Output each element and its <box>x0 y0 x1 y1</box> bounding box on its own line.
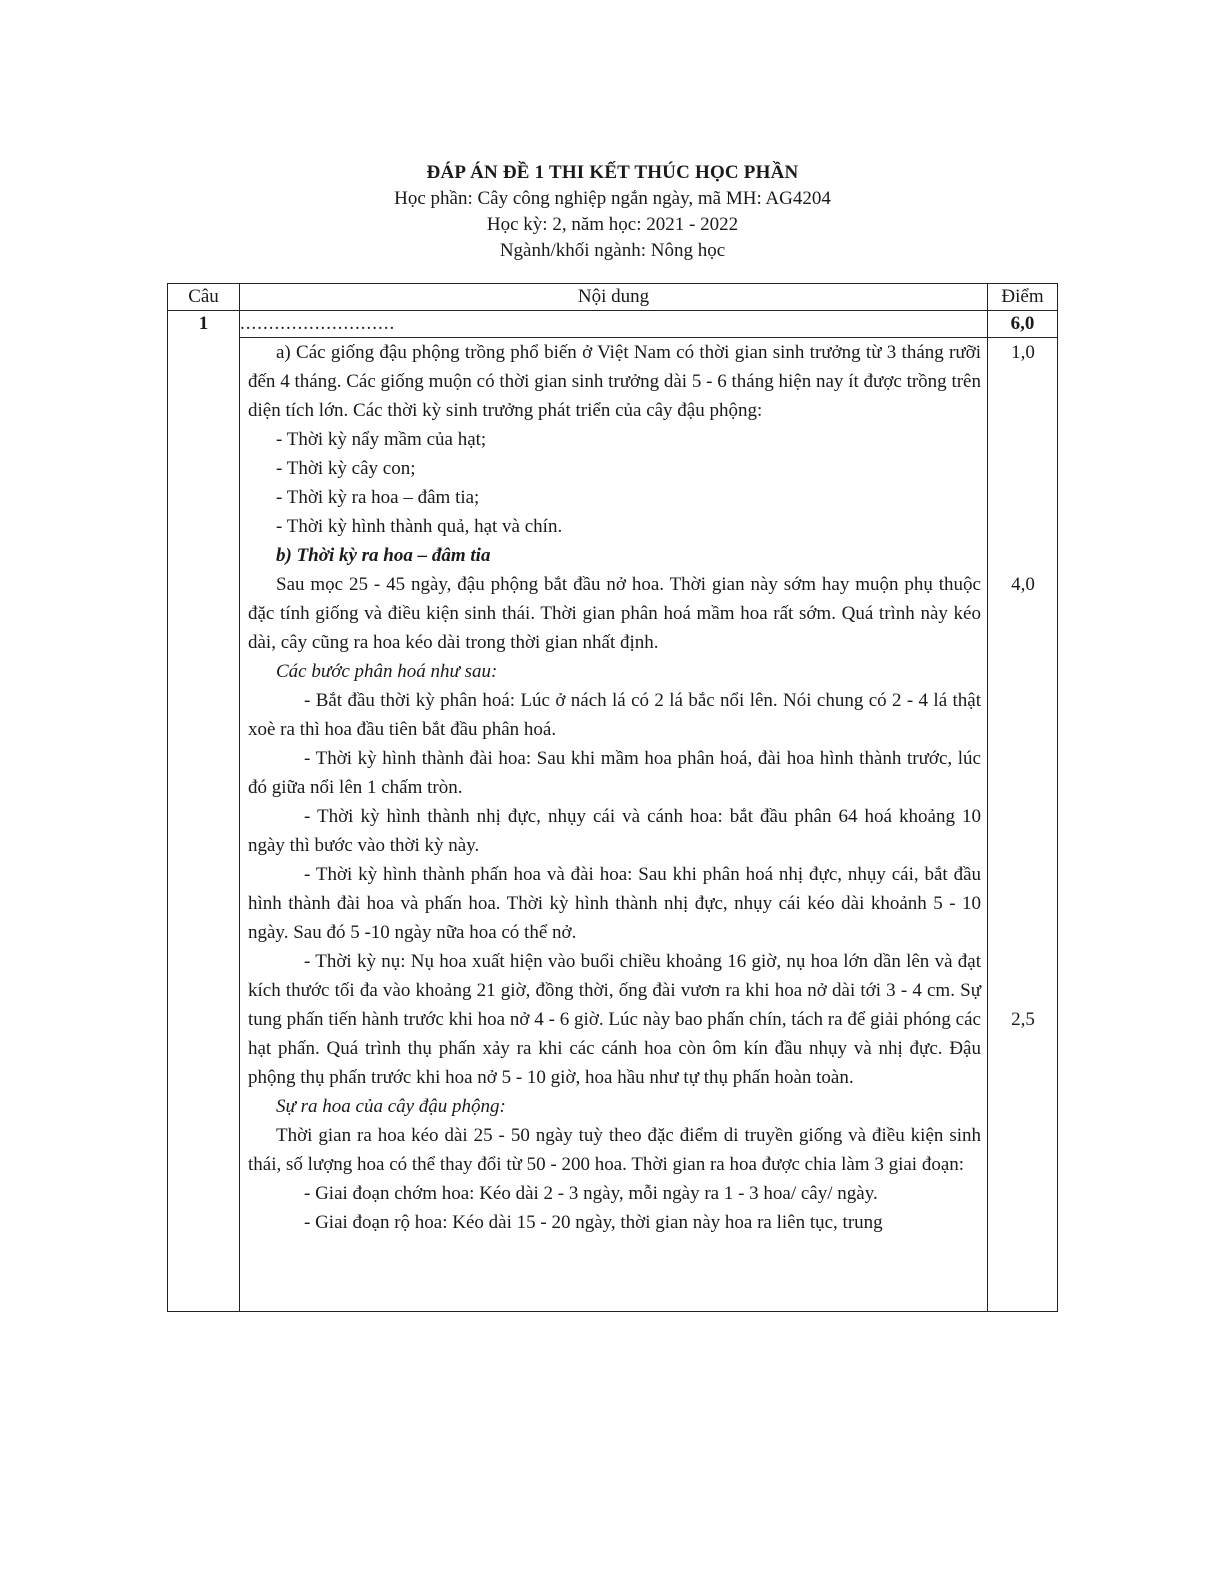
list-item: - Thời kỳ hình thành quả, hạt và chín. <box>276 516 563 537</box>
step-item: - Thời kỳ nụ: Nụ hoa xuất hiện vào buổi chiều khoảng 16 giờ, nụ hoa lớn dần lên và đạt kích thước tối đa vào khoảng 21 giờ, đồng thời, ống đài vươn ra khi hoa nở dài tới 3 - 4 cm. Sự tung phấn tiến hành trước khi hoa nở 4 - 6 giờ. Lúc này bao phấn chín, tách ra để giải phóng các hạt phấn. Quá trình thụ phấn xảy ra khi các cánh hoa còn ôm kín đầu nhụy và nhị đực. Đậu phộng thụ phấn trước khi hoa nở 5 - 10 giờ, hoa hầu như tự thụ phấn hoàn toàn. <box>248 951 981 1088</box>
step-item: - Thời kỳ hình thành nhị đực, nhụy cái và cánh hoa: bắt đầu phân 64 hoá khoảng 10 ngày thì bước vào thời kỳ này. <box>248 806 981 856</box>
column-header-score: Điểm <box>988 284 1058 311</box>
score-column <box>988 338 1058 1312</box>
stage-item: - Giai đoạn chớm hoa: Kéo dài 2 - 3 ngày, mỗi ngày ra 1 - 3 hoa/ cây/ ngày. <box>304 1183 878 1204</box>
step-item: - Bắt đầu thời kỳ phân hoá: Lúc ở nách lá có 2 lá bắc nổi lên. Nói chung có 2 - 4 lá thật xoè ra thì hoa đầu tiên bắt đầu phân hoá. <box>248 690 981 740</box>
question-number: 1 <box>168 311 240 1312</box>
section-b-heading: b) Thời kỳ ra hoa – đâm tia <box>276 545 491 566</box>
score-b: 4,0 <box>1011 574 1035 595</box>
score-c: 2,5 <box>1011 1009 1035 1030</box>
steps-title: Các bước phân hoá như sau: <box>276 661 498 682</box>
semester-line: Học kỳ: 2, năm học: 2021 - 2022 <box>486 214 739 235</box>
document-title: ĐÁP ÁN ĐỀ 1 THI KẾT THÚC HỌC PHẦN <box>426 162 799 183</box>
step-item: - Thời kỳ hình thành phấn hoa và đài hoa: Sau khi phân hoá nhị đực, nhụy cái, bắt đầu hình thành đài hoa và phấn hoa. Thời kỳ hình thành nhị đực, nhụy cái kéo dài khoảnh 5 - 10 ngày. Sau đó 5 -10 ngày nữa hoa có thể nở. <box>248 864 981 943</box>
list-item: - Thời kỳ nẩy mầm của hạt; <box>276 429 487 450</box>
question-placeholder: ........................... <box>240 311 988 338</box>
question-row <box>168 311 1058 338</box>
flowering-title: Sự ra hoa của cây đậu phộng: <box>276 1096 506 1117</box>
paragraph-a: a) Các giống đậu phộng trồng phổ biến ở Việt Nam có thời gian sinh trưởng từ 3 tháng rưỡi đến 4 tháng. Các giống muộn có thời gian sinh trưởng dài 5 - 6 tháng hiện nay ít được trồng trên diện tích lớn. Các thời kỳ sinh trưởng phát triển của cây đậu phộng: <box>248 342 981 421</box>
course-line: Học phần: Cây công nghiệp ngắn ngày, mã MH: AG4204 <box>394 188 831 209</box>
table-header-row <box>168 284 1058 311</box>
list-item: - Thời kỳ ra hoa – đâm tia; <box>276 487 480 508</box>
stage-item: - Giai đoạn rộ hoa: Kéo dài 15 - 20 ngày, thời gian này hoa ra liên tục, trung <box>304 1212 883 1233</box>
column-header-content: Nội dung <box>240 284 988 311</box>
question-score: 6,0 <box>988 311 1058 338</box>
answer-content <box>240 338 988 1312</box>
major-line: Ngành/khối ngành: Nông học <box>499 240 726 261</box>
score-a: 1,0 <box>1011 342 1035 363</box>
paragraph-b: Sau mọc 25 - 45 ngày, đậu phộng bắt đầu nở hoa. Thời gian này sớm hay muộn phụ thuộc đặc tính giống và điều kiện sinh thái. Thời gian phân hoá mầm hoa rất sớm. Quá trình này kéo dài, cây cũng ra hoa kéo dài trong thời gian nhất định. <box>248 574 981 653</box>
flowering-paragraph: Thời gian ra hoa kéo dài 25 - 50 ngày tuỳ theo đặc điểm di truyền giống và điều kiện sinh thái, số lượng hoa có thể thay đổi từ 50 - 200 hoa. Thời gian ra hoa được chia làm 3 giai đoạn: <box>248 1125 981 1175</box>
answer-row <box>168 338 1058 1312</box>
step-item: - Thời kỳ hình thành đài hoa: Sau khi mầm hoa phân hoá, đài hoa hình thành trước, lúc đó giữa nổi lên 1 chấm tròn. <box>248 748 981 798</box>
document-header <box>0 160 1225 264</box>
answer-table <box>167 283 1058 1312</box>
list-item: - Thời kỳ cây con; <box>276 458 416 479</box>
column-header-question: Câu <box>168 284 240 311</box>
